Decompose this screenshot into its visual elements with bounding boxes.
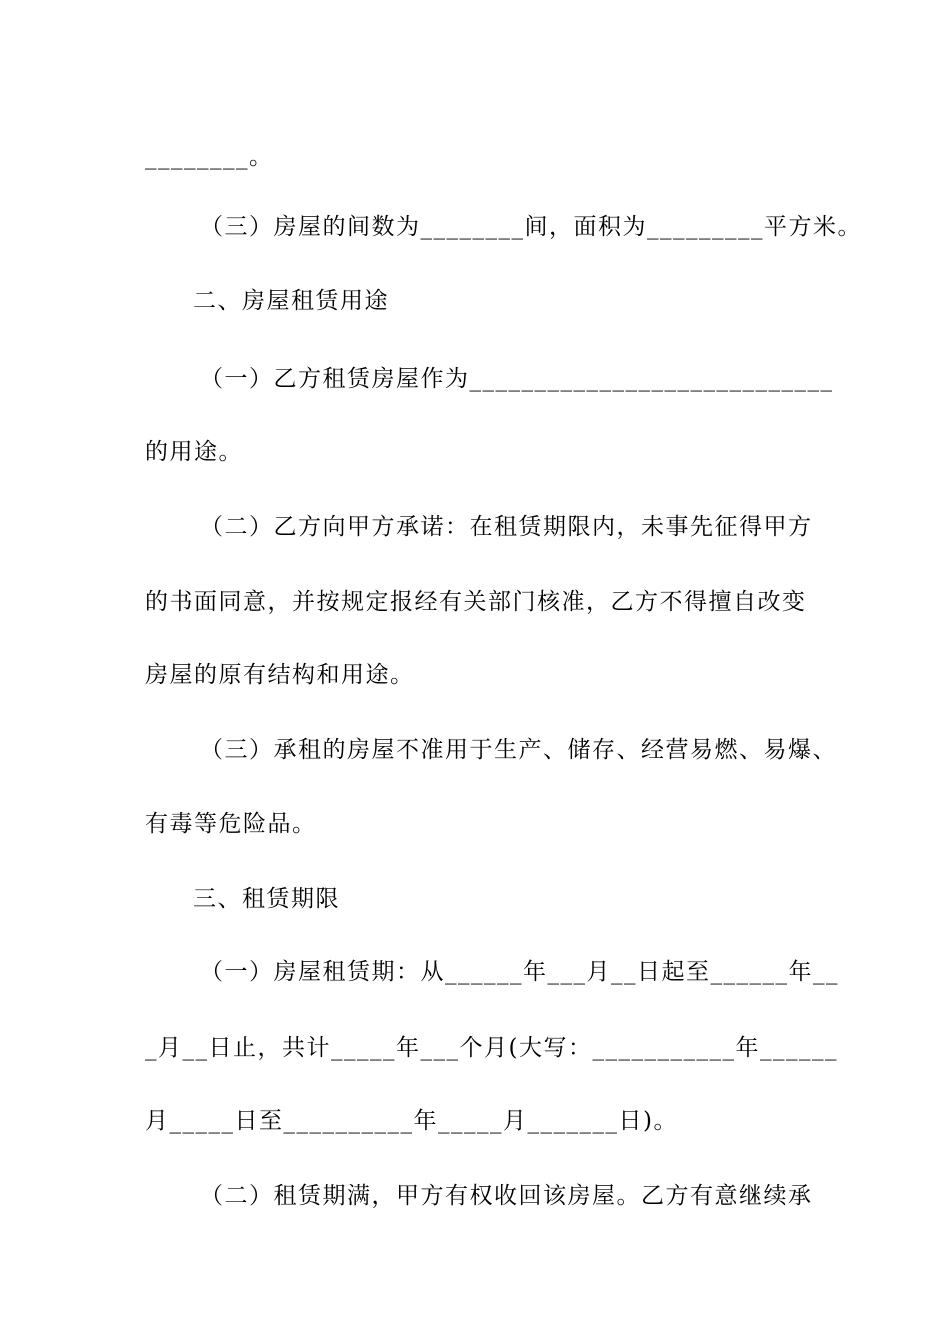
text-line-term-1-cont-a: _月__日止，共计_____年___个月(大写：___________年______ <box>145 1035 838 1061</box>
text-line-term-1: （一）房屋租赁期：从______年___月__日起至______年__ <box>200 959 839 985</box>
section-heading-purpose: 二、房屋租赁用途 <box>193 288 389 314</box>
text-line-purpose-3-cont: 有毒等危险品。 <box>145 811 317 837</box>
text-line-purpose-1: （一）乙方租赁房屋作为____________________________ <box>200 366 834 392</box>
text-line-purpose-2-cont-a: 的书面同意，并按规定报经有关部门核准，乙方不得擅自改变 <box>145 589 807 615</box>
text-line-purpose-2: （二）乙方向甲方承诺：在租赁期限内，未事先征得甲方 <box>200 514 813 540</box>
text-line-purpose-3: （三）承租的房屋不准用于生产、储存、经营易燃、易爆、 <box>200 737 837 763</box>
text-line-term-1-cont-b: 月_____日至__________年_____月_______日)。 <box>145 1108 678 1134</box>
text-line-blank-end: ________。 <box>145 144 274 170</box>
text-line-purpose-1-cont: 的用途。 <box>145 439 243 465</box>
text-line-room-count-area: （三）房屋的间数为________间，面积为_________平方米。 <box>200 214 862 240</box>
section-heading-lease-term: 三、租赁期限 <box>193 886 340 912</box>
text-line-purpose-2-cont-b: 房屋的原有结构和用途。 <box>145 662 415 688</box>
text-line-term-2: （二）租赁期满，甲方有权收回该房屋。乙方有意继续承 <box>200 1183 813 1209</box>
